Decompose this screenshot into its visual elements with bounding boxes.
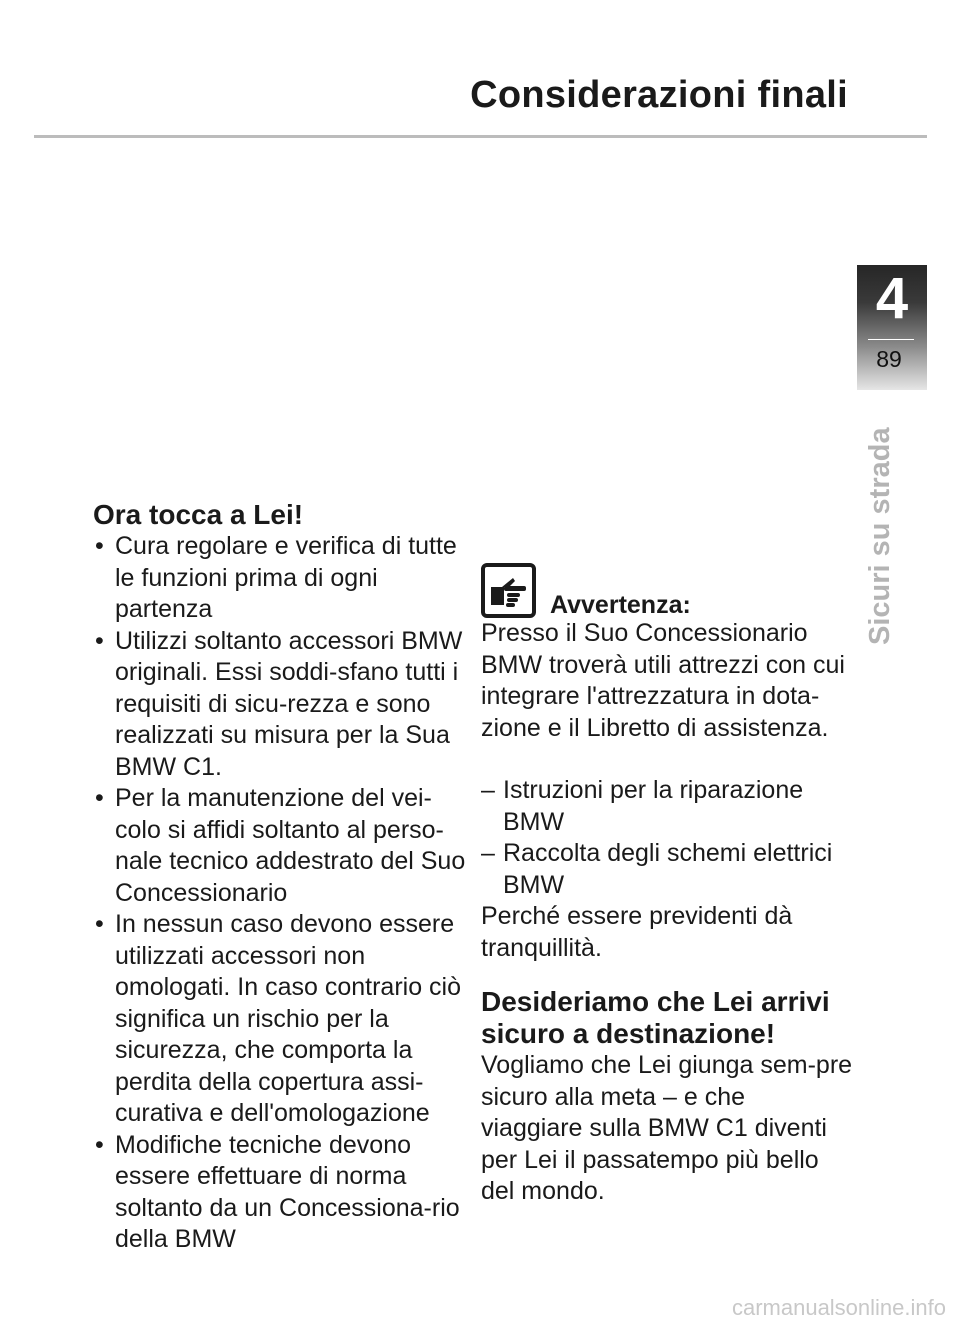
bullet-list [93, 531, 468, 1256]
list-item: • Modifiche tecniche devono essere effettuare di norma soltanto da un Concessiona-rio della BMW [93, 1130, 468, 1256]
list-item: • Cura regolare e verifica di tutte le funzioni prima di ogni partenza [93, 531, 468, 626]
chapter-number: 4 [875, 266, 909, 331]
pointing-hand-notice-icon [481, 563, 536, 618]
list-item: • Utilizzi soltanto accessori BMW originali. Essi soddi-sfano tutti i requisiti di sicu-rezza e sono realizzati su misura per la Sua BMW C1. [93, 626, 468, 784]
notice-header [481, 563, 853, 618]
page-number: 89 [876, 346, 902, 372]
final-text: Vogliamo che Lei giunga sem-pre sicuro alla meta – e che viaggiare sulla BMW C1 diventi per Lei il passatempo più bello del mondo. [481, 1051, 853, 1205]
list-item: • In nessun caso devono essere utilizzati accessori non omologati. In caso contrario ciò significa un rischio per la sicurezza, che comporta la perdita della copertura assi-curativa e dell'omologazione [93, 909, 468, 1130]
list-item: – Raccolta degli schemi elettrici BMW [481, 838, 853, 901]
list-item: • Per la manutenzione del vei-colo si affidi soltanto al perso-nale tecnico addestrato del Suo Concessionario [93, 783, 468, 909]
notice-title: Avvertenza: [550, 591, 691, 619]
tools-list [481, 775, 853, 901]
header-divider [34, 135, 927, 138]
watermark: carmanualsonline.info [731, 1295, 946, 1320]
list-item: – Istruzioni per la riparazione BMW [481, 775, 853, 838]
chapter-label: Sicuri su strada [864, 427, 896, 645]
section-heading: Ora tocca a Lei! [93, 499, 304, 530]
chapter-divider [868, 339, 914, 340]
left-column [93, 498, 468, 1256]
notice-text: Presso il Suo Concessionario BMW troverà utili attrezzi con cui integrare l'attrezzatura in dota-zione e il Libretto di assistenza. [481, 619, 845, 742]
page-title: Considerazioni finali [470, 74, 848, 116]
closing-text: Perché essere previdenti dà tranquillità. [481, 902, 793, 962]
right-column [481, 563, 853, 1208]
section-heading-2: Desideriamo che Lei arrivi sicuro a destinazione! [481, 986, 830, 1049]
